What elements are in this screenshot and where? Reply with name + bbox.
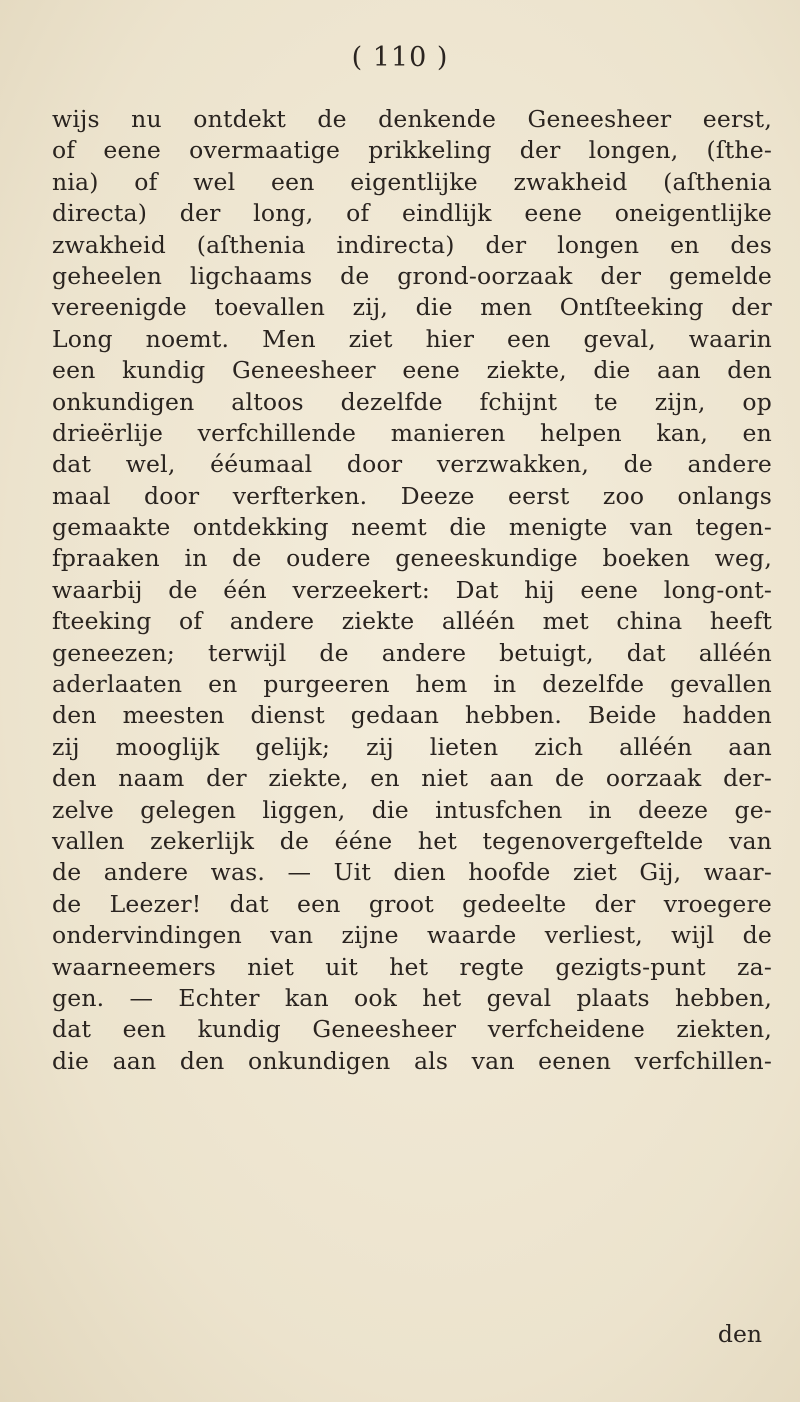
text-line: die aan den onkundigen als van eenen verfchillen- (52, 1046, 772, 1075)
text-line: den naam der ziekte, en niet aan de oorzaak der- (52, 764, 772, 793)
text-line: maal door verfterken. Deeze eerst zoo onlangs (52, 481, 772, 510)
text-line: fpraaken in de oudere geneeskundige boeken weg, (52, 544, 772, 573)
text-line: gen. — Echter kan ook het geval plaats hebben, (52, 983, 772, 1012)
text-line: dat wel, ééumaal door verzwakken, de andere (52, 450, 772, 479)
text-line: geneezen; terwijl de andere betuigt, dat alléén (52, 638, 772, 667)
text-line: directa) der long, of eindlijk eene oneigentlijke (52, 199, 772, 228)
text-line: of eene overmaatige prikkeling der longen, (ſthe- (52, 136, 772, 165)
text-line: geheelen ligchaams de grond-oorzaak der gemelde (52, 261, 772, 290)
text-line: waarbij de één verzeekert: Dat hij eene long-ont- (52, 575, 772, 604)
text-line: aderlaaten en purgeeren hem in dezelfde gevallen (52, 670, 772, 699)
text-line: gemaakte ontdekking neemt die menigte van tegen- (52, 513, 772, 542)
text-line: den meesten dienst gedaan hebben. Beide hadden (52, 701, 772, 730)
text-line: een kundig Geneesheer eene ziekte, die aan den (52, 356, 772, 385)
text-line: de Leezer! dat een groot gedeelte der vroegere (52, 889, 772, 918)
text-line: fteeking of andere ziekte alléén met china heeft (52, 607, 772, 636)
text-line: onkundigen altoos dezelfde fchijnt te zijn, op (52, 387, 772, 416)
text-line: zij mooglijk gelijk; zij lieten zich alléén aan (52, 732, 772, 761)
text-line: drieërlije verfchillende manieren helpen kan, en (52, 418, 772, 447)
text-line: dat een kundig Geneesheer verfcheidene ziekten, (52, 1015, 772, 1044)
text-line: zwakheid (aſthenia indirecta) der longen en des (52, 230, 772, 259)
text-line: de andere was. — Uit dien hoofde ziet Gij, waar- (52, 858, 772, 887)
body-text (52, 104, 772, 1077)
text-line: nia) of wel een eigentlijke zwakheid (aſthenia (52, 167, 772, 196)
text-line: Long noemt. Men ziet hier een geval, waarin (52, 324, 772, 353)
catchword: den (717, 1320, 762, 1348)
page-number: ( 110 ) (351, 42, 449, 73)
text-line: waarneemers niet uit het regte gezigts-punt za- (52, 952, 772, 981)
text-line: zelve gelegen liggen, die intusfchen in deeze ge- (52, 795, 772, 824)
text-line: wijs nu ontdekt de denkende Geneesheer eerst, (52, 105, 772, 133)
text-line: ondervindingen van zijne waarde verliest, wijl de (52, 921, 772, 950)
text-line: vallen zekerlijk de ééne het tegenovergeftelde van (52, 826, 772, 855)
text-line: vereenigde toevallen zij, die men Ontſteeking der (52, 293, 772, 322)
